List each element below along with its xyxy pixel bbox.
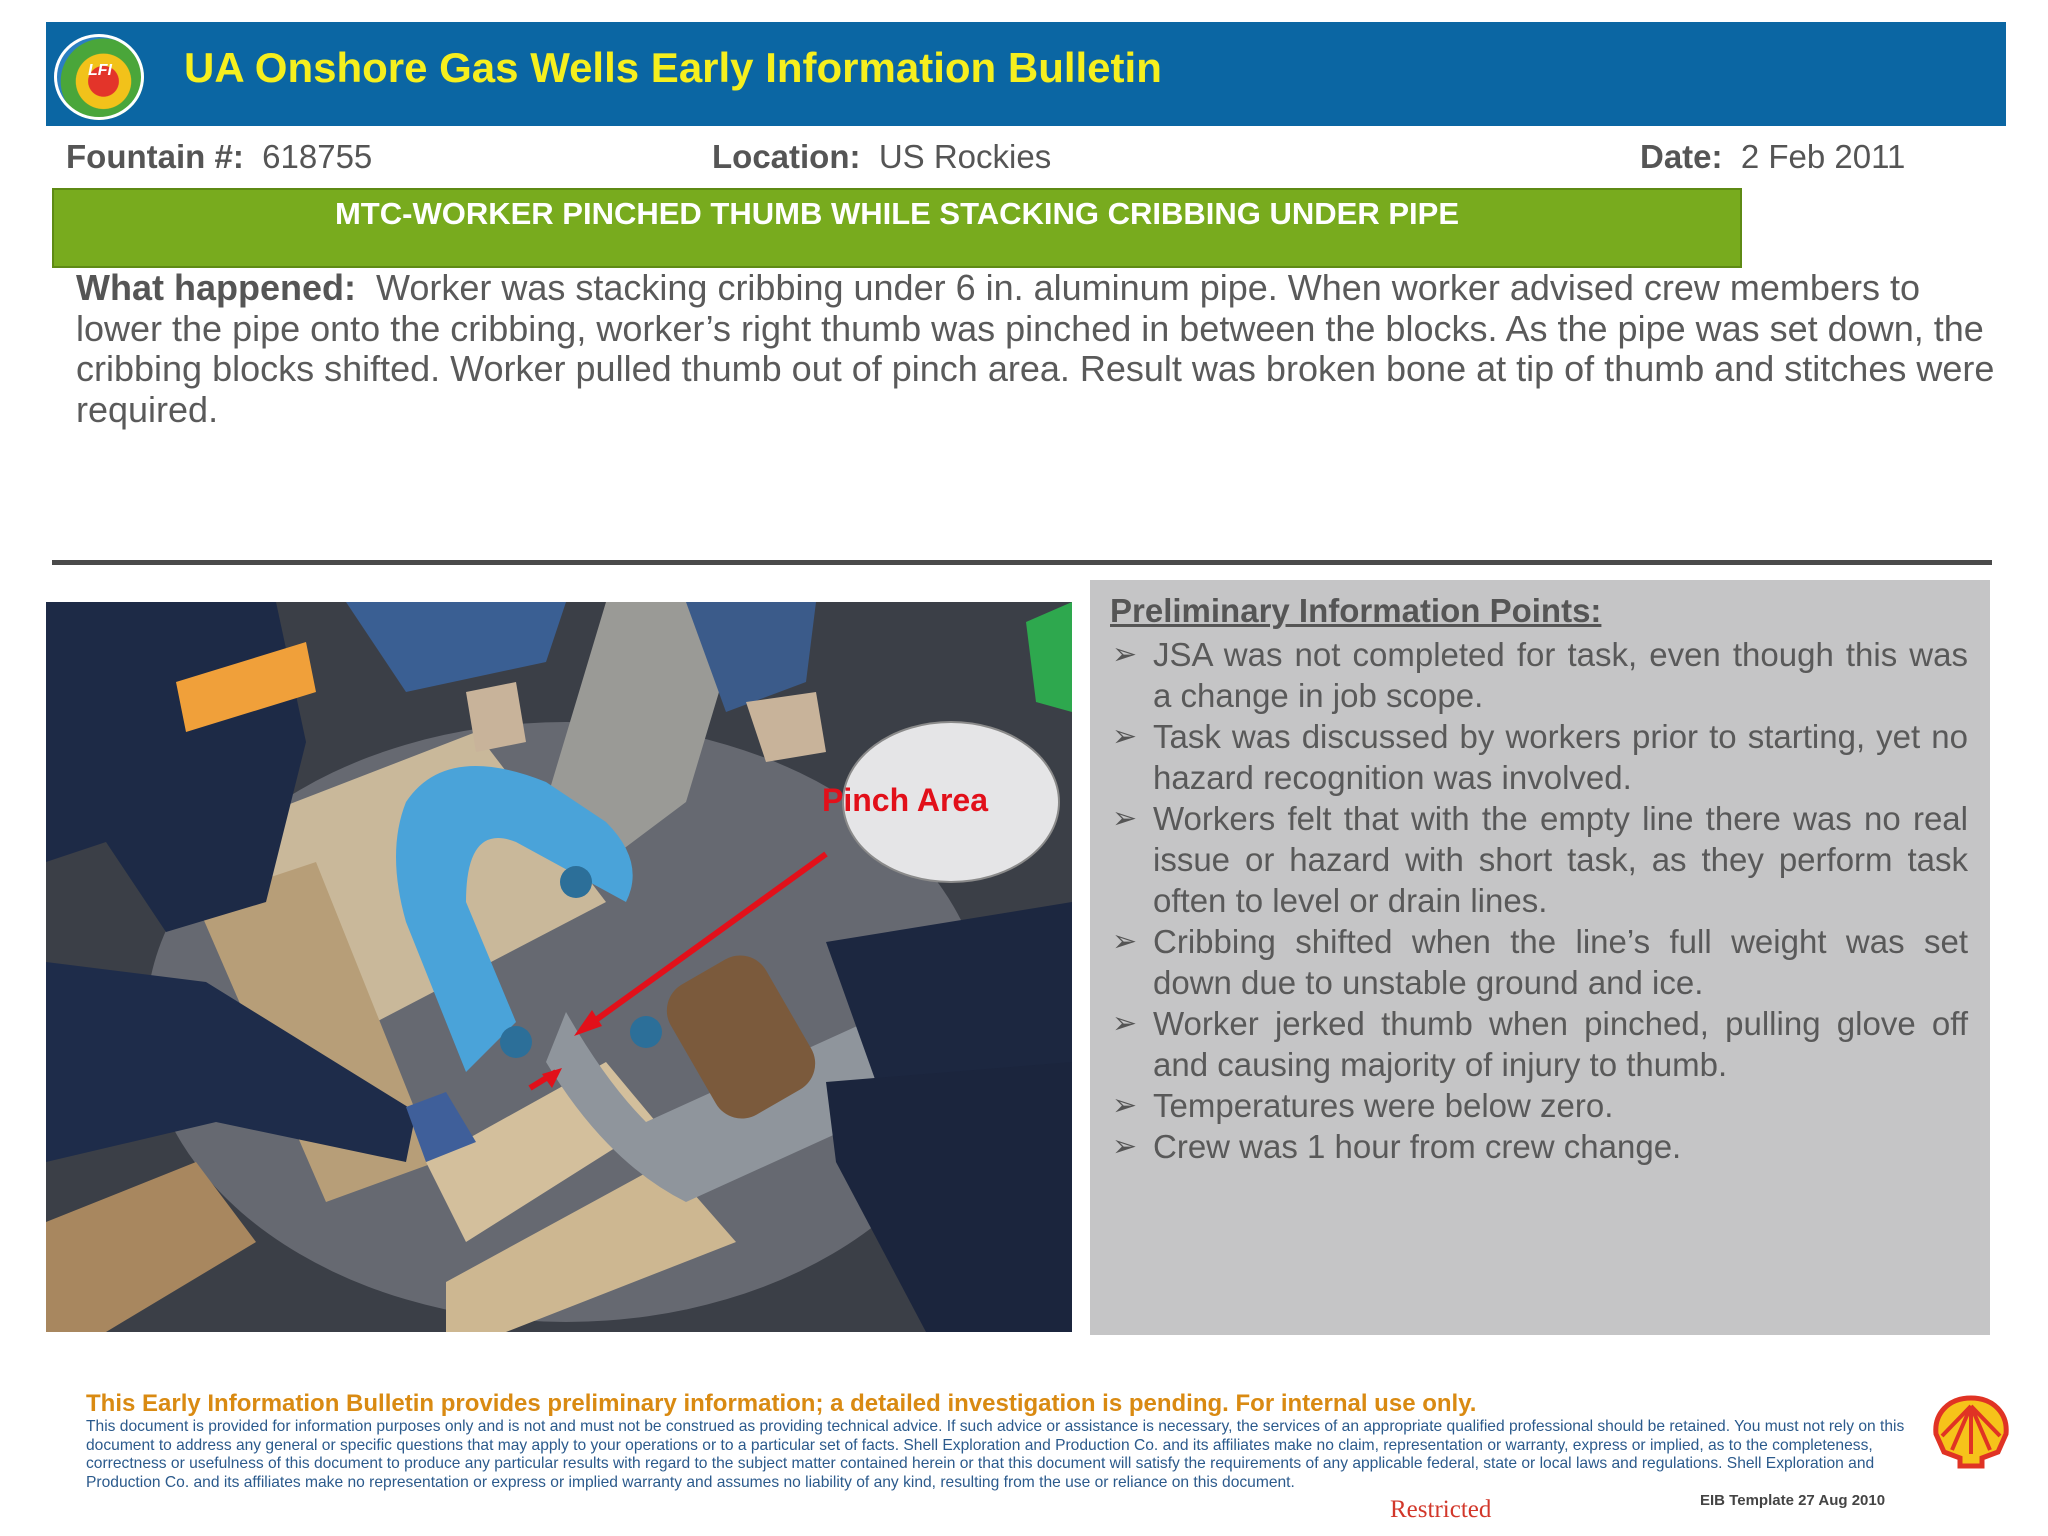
info-point-item bbox=[1110, 921, 1968, 1003]
what-happened bbox=[76, 268, 1996, 430]
what-happened-label: What happened: bbox=[76, 267, 356, 308]
page-title: UA Onshore Gas Wells Early Information Bulletin bbox=[184, 44, 1162, 91]
incident-title: MTC-WORKER PINCHED THUMB WHILE STACKING CRIBBING UNDER PIPE bbox=[334, 196, 1459, 231]
info-point-item bbox=[1110, 634, 1968, 716]
template-label: EIB Template 27 Aug 2010 bbox=[1700, 1492, 1886, 1509]
info-point-item bbox=[1110, 1126, 1968, 1167]
footer-headline: This Early Information Bulletin provides preliminary information; a detailed investigation is pending. For internal use only. bbox=[86, 1390, 1477, 1417]
location-value: US Rockies bbox=[878, 138, 1052, 175]
points-list bbox=[1110, 634, 1968, 1167]
location-field bbox=[712, 138, 1051, 176]
section-divider bbox=[52, 560, 1992, 565]
restricted-label: Restricted bbox=[1390, 1496, 1492, 1523]
arrow-bullet-icon: ➢ bbox=[1112, 1007, 1138, 1040]
info-point-item bbox=[1110, 798, 1968, 921]
points-title: Preliminary Information Points: bbox=[1110, 592, 1602, 629]
info-point-item bbox=[1110, 1003, 1968, 1085]
shell-logo-icon bbox=[1930, 1394, 2012, 1470]
info-point-text: Cribbing shifted when the line’s full weight was set down due to unstable ground and ice. bbox=[1153, 923, 1968, 1001]
arrow-bullet-icon: ➢ bbox=[1112, 1089, 1138, 1122]
arrow-bullet-icon: ➢ bbox=[1112, 925, 1138, 958]
fountain-field bbox=[66, 138, 372, 176]
info-point-text: Temperatures were below zero. bbox=[1153, 1087, 1614, 1124]
arrow-bullet-icon: ➢ bbox=[1112, 802, 1138, 835]
info-point-text: Crew was 1 hour from crew change. bbox=[1153, 1128, 1682, 1165]
info-point-text: Workers felt that with the empty line there was no real issue or hazard with short task, as they perform task often to level or drain lines. bbox=[1153, 800, 1968, 919]
location-label: Location: bbox=[712, 138, 861, 175]
info-point-text: Task was discussed by workers prior to starting, yet no hazard recognition was involved. bbox=[1153, 718, 1968, 796]
what-happened-text: Worker was stacking cribbing under 6 in. aluminum pipe. When worker advised crew members to lower the pipe onto the cribbing, worker’s right thumb was pinched in between the blocks. As the pipe was set down, the cribbing blocks shifted. Worker pulled thumb out of pinch area. Result was broken bone at tip of thumb and stitches were required. bbox=[76, 267, 1995, 430]
info-point-item bbox=[1110, 1085, 1968, 1126]
footer-disclaimer: This document is provided for information purposes only and is not and must not be construed as providing technical advice. If such advice or assistance is necessary, the services of an appropriate qualified professional should be retained. You must not rely on this document to address any general or specific questions that may apply to your operations or to a particular set of facts. Shell Exploration and Production Co. and its affiliates make no claim, representation or warranty, express or implied, as to the completeness, correctness or usefulness of this document to produce any particular results with regard to the subject matter contained herein or that this document will satisfy the requirements of any applicable federal, state or local laws and regulations. Shell Exploration and Production Co. and its affiliates make no representation or express or implied warranty and assumes no liability of any kind, resulting from the use or reliance on this document. bbox=[86, 1418, 1905, 1491]
info-point-item bbox=[1110, 716, 1968, 798]
info-point-text: JSA was not completed for task, even though this was a change in job scope. bbox=[1153, 636, 1968, 714]
date-label: Date: bbox=[1640, 138, 1723, 175]
arrow-bullet-icon: ➢ bbox=[1112, 1130, 1138, 1163]
arrow-bullet-icon: ➢ bbox=[1112, 720, 1138, 753]
date-field bbox=[1640, 138, 1905, 176]
fountain-label: Fountain #: bbox=[66, 138, 244, 175]
arrow-bullet-icon: ➢ bbox=[1112, 638, 1138, 671]
fountain-value: 618755 bbox=[262, 138, 373, 175]
pinch-area-callout: Pinch Area bbox=[822, 782, 988, 818]
info-point-text: Worker jerked thumb when pinched, pulling glove off and causing majority of injury to thumb. bbox=[1153, 1005, 1968, 1083]
logo-text: LFI bbox=[88, 62, 112, 79]
incident-photo bbox=[46, 602, 1072, 1332]
date-value: 2 Feb 2011 bbox=[1740, 138, 1906, 175]
